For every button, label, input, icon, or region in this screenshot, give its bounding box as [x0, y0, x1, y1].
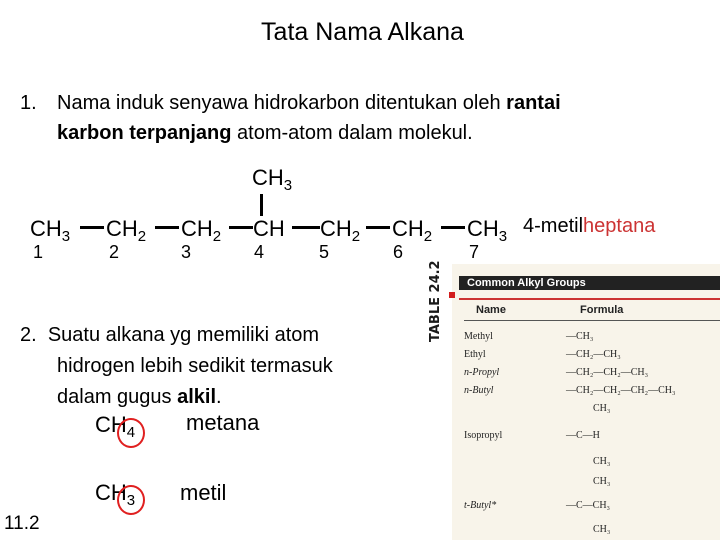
table-row-name: Methyl	[464, 331, 493, 342]
table-row-name: Isopropyl	[464, 430, 503, 441]
example-methane-formula: $CH_4$	[95, 412, 136, 441]
point-1-line-1: Nama induk senyawa hidrokarbon ditentukan oleh	[57, 92, 507, 114]
chain-bond-3	[229, 226, 253, 229]
table-header-rule	[464, 320, 720, 321]
chain-atom-4: CH	[253, 216, 285, 241]
compound-name	[523, 215, 655, 238]
table-divider	[459, 298, 720, 300]
chain-atom-6: $CH_2$	[392, 216, 433, 245]
table-row-formula: —CH₂—CH₃	[566, 349, 621, 360]
table-tbu-top: CH₃	[593, 476, 611, 487]
chain-index-2: 2	[109, 242, 120, 262]
point-1-bold-2: karbon terpanjang	[57, 122, 232, 144]
chain-atom-1: $CH_3$	[30, 216, 71, 245]
table-row-formula: —C—CH₃	[566, 500, 611, 511]
point-1-bold-1: rantai	[506, 92, 561, 114]
table-row-name: t-Butyl*	[464, 500, 497, 511]
branch-bond	[260, 194, 263, 216]
chain-index-6: 6	[393, 242, 404, 262]
slide-title: Tata Nama Alkana	[261, 18, 464, 46]
chain-index-5: 5	[319, 242, 330, 262]
table-tbu-bottom: CH₃	[593, 524, 611, 535]
branch-methyl: $CH_3$	[252, 165, 293, 194]
table-row-formula: —CH₂—CH₂—CH₃	[566, 367, 649, 378]
point-1-number: 1.	[20, 92, 37, 114]
chain-bond-5	[366, 226, 390, 229]
chain-index-3: 3	[181, 242, 192, 262]
table-iso-top: CH₃	[593, 403, 611, 414]
table-col-formula: Formula	[580, 304, 624, 316]
chain-index-4: 4	[254, 242, 265, 262]
chain-index-1: 1	[33, 242, 44, 262]
table-row-formula: —CH₂—CH₂—CH₂—CH₃	[566, 385, 676, 396]
table-side-label: TABLE 24.2	[428, 260, 443, 342]
table-row-formula: —CH₃	[566, 331, 594, 342]
table-row-name: n-Butyl	[464, 385, 494, 396]
point-1-line-2: atom-atom dalam molekul.	[231, 122, 473, 144]
point-2	[20, 320, 333, 413]
highlight-circle-2	[117, 485, 145, 515]
chain-bond-4	[292, 226, 320, 229]
table-row-name: Ethyl	[464, 349, 486, 360]
chain-bond-2	[155, 226, 179, 229]
point-2-line-1: 2. Suatu alkana yg memiliki atom	[20, 324, 320, 346]
chain-atom-3: $CH_2$	[181, 216, 222, 245]
table-marker	[449, 292, 455, 298]
chain-bond-6	[441, 226, 465, 229]
table-row-formula: —C—H	[566, 430, 600, 441]
chain-atom-7: $CH_3$	[467, 216, 508, 245]
point-1-text	[57, 88, 561, 148]
example-methane-name: metana	[186, 410, 260, 435]
point-2-line-3: dalam gugus alkil.	[57, 386, 222, 408]
table-row-name: n-Propyl	[464, 367, 500, 378]
example-methyl-formula: $CH_3$	[95, 480, 136, 509]
example-methyl-name: metil	[180, 480, 227, 505]
chain-index-7: 7	[469, 242, 480, 262]
compound-name-parent: heptana	[583, 215, 656, 237]
point-2-number: 2.	[20, 324, 37, 346]
point-2-line-2: hidrogen lebih sedikit termasuk	[57, 355, 333, 377]
highlight-circle-1	[117, 418, 145, 448]
chain-bond-1	[80, 226, 104, 229]
table-iso-bottom: CH₃	[593, 456, 611, 467]
chain-atom-5: $CH_2$	[320, 216, 361, 245]
slide-number: 11.2	[4, 513, 40, 534]
table-heading: Common Alkyl Groups	[459, 276, 720, 290]
compound-name-prefix: 4-metil	[523, 215, 584, 237]
table-col-name: Name	[476, 304, 506, 316]
chain-atom-2: $CH_2$	[106, 216, 147, 245]
